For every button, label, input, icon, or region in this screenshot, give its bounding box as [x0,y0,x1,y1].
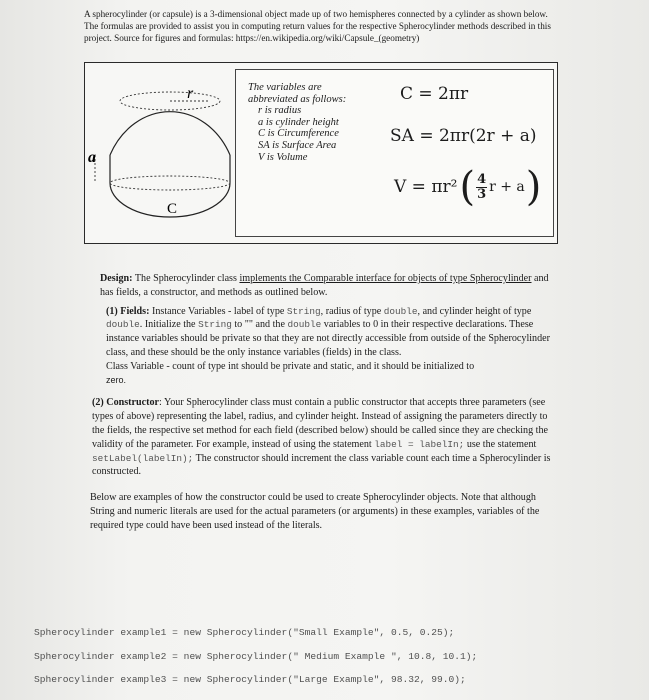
code-line-2: Spherocylinder example2 = new Spherocylinder(" Medium Example ", 10.8, 10.1); [34,651,478,662]
fields-label: (1) Fields: [106,305,150,317]
fields-text: , and cylinder height of type [417,305,532,317]
constructor-paragraph [92,396,560,479]
formula-volume: V = πr² ( $\frac{4}{3}$ r + a ) [394,164,542,210]
volume-numerator: 4 [477,171,487,187]
intro-paragraph: A spherocylinder (or capsule) is a 3-dimensional object made up of two hemispheres connected by a cylinder as shown below. The formulas are provided to assist you in computing return values for the respective Spherocylinder methods described in this project. Source for figures and formulas: https://en.wikipedia.org/wiki/Capsule_(geometry) [84,9,551,44]
design-text-b: and has fields, a constructor, and methods as outlined below. [100,273,549,298]
class-variable-text: Class Variable - count of type int should be private and static, and it should be initialized to [106,360,475,372]
volume-left: V = πr² [394,177,458,197]
design-label: Design: [100,273,133,284]
fields-text: . Initialize the [139,319,196,331]
design-paragraph [100,272,560,300]
constructor-text: : Your Spherocylinder class must contain a public constructor that accepts three parameters (see types of above) representing the label, radius, and cylinder height. Instead of assigning the parameters directly to the fields, the respective set method for each field (described below) should be called since they are checking the validity of the parameter. For example, instead of using the statement [92,397,548,450]
code-string: String [286,305,321,317]
code-set-label: setLabel(labelIn); [92,452,194,464]
code-line-3: Spherocylinder example3 = new Spherocylinder("Large Example", 98.32, 99.0); [34,674,466,685]
constructor-label: (2) Constructor [92,397,159,409]
code-double: double [106,319,140,331]
constructor-text: The constructor should increment the class variable count each time a Spherocylinder is constructed. [92,452,551,478]
variable-v: V is Volume [258,151,308,163]
figure-box [84,62,558,244]
formula-panel [235,69,554,237]
fields-text: variables to 0 in their respective declarations. These instance variables should be private so that they are not directly accessible from outside of the Spherocylinder class, and these should be the only instance variables (fields) in the class. [106,319,550,358]
fields-paragraph [106,305,560,388]
variable-a: a is cylinder height [258,116,339,128]
formula-surface-area: SA = 2πr(2r + a) [390,126,537,146]
variables-heading-line2: abbreviated as follows: [248,93,347,105]
examples-intro: Below are examples of how the constructor could be used to create Spherocylinder objects. Note that although String and numeric literals are used for the actual parameters (or arguments) in these examples, variables of the required type could have been used instead of the literals. [90,492,540,531]
variable-sa: SA is Surface Area [258,139,337,151]
spherocylinder-figure [85,63,235,241]
variables-heading-line1: The variables are [248,82,322,93]
code-double: double [383,305,418,317]
figure-label-r: r [187,85,194,102]
code-label-assign: label = labelIn; [374,438,465,450]
variables-legend [248,82,346,163]
code-line-1: Spherocylinder example1 = new Spherocylinder("Small Example", 0.5, 0.25); [34,627,455,638]
code-string: String [198,319,232,331]
code-double: double [287,319,322,331]
figure-label-c: C [167,201,178,217]
class-variable-zero: zero. [106,374,127,385]
figure-label-a: a [88,149,96,166]
volume-right: r + a [489,179,525,195]
design-section [90,272,560,533]
fields-text: Instance Variables - label of type [151,305,285,317]
design-underlined: implements the Comparable interface for objects of type Spherocylinder [239,273,532,284]
variable-r: r is radius [258,105,302,117]
formula-circumference: C = 2πr [400,84,469,104]
volume-fraction [476,173,487,202]
volume-denominator: 3 [477,186,487,202]
fields-text: to "" and the [234,319,285,331]
constructor-text: use the statement [466,438,537,450]
fields-text: , radius of type [320,305,382,317]
design-text-a: The Spherocylinder class [134,273,237,284]
variable-c: C is Circumference [258,128,339,140]
